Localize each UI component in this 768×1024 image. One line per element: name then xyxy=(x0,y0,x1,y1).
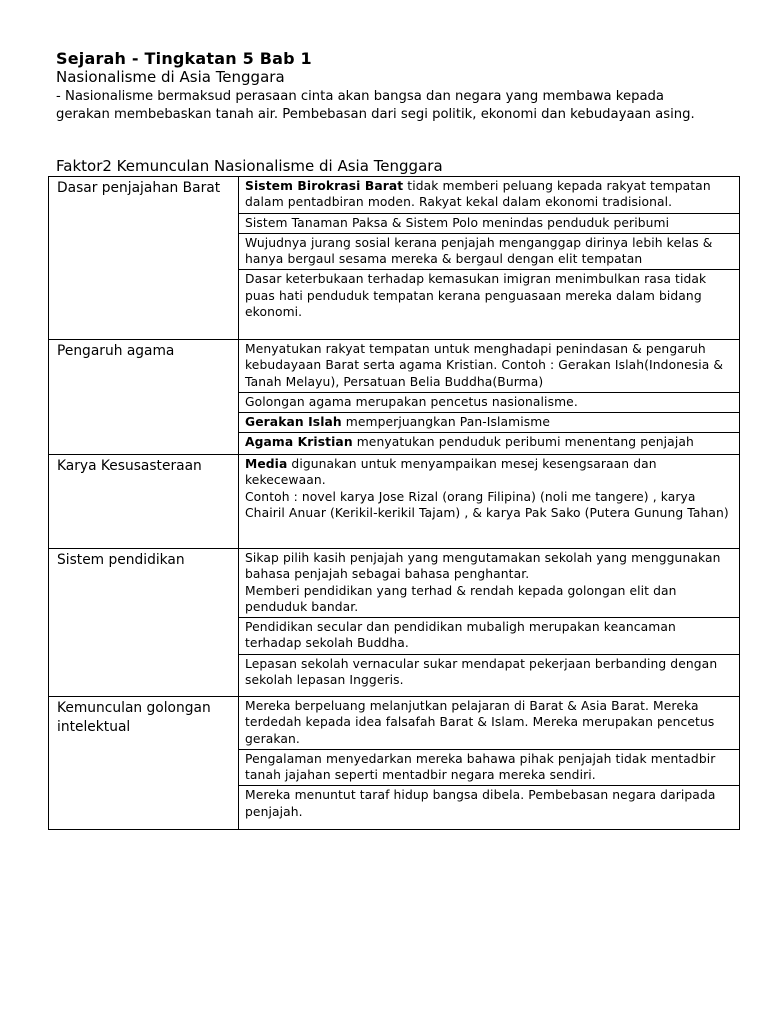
point-item xyxy=(239,750,739,787)
points-cell xyxy=(239,455,739,548)
point-item xyxy=(239,433,739,452)
point-text: Dasar keterbukaan terhadap kemasukan imigran menimbulkan rasa tidak puas hati penduduk tempatan kerana penguasaan mereka dalam bidang ekonomi. xyxy=(245,272,707,320)
point-text: Mereka menuntut taraf hidup bangsa dibela. Pembebasan negara daripada penjajah. xyxy=(245,788,716,819)
point-item xyxy=(239,786,739,822)
point-text: Pendidikan secular dan pendidikan mubaligh merupakan keancaman terhadap sekolah Buddha. xyxy=(245,620,676,651)
point-item xyxy=(239,393,739,413)
point-item xyxy=(239,234,739,271)
table-row xyxy=(49,455,739,549)
point-text: Mereka berpeluang melanjutkan pelajaran di Barat & Asia Barat. Mereka terdedah kepada idea falsafah Barat & Islam. Mereka merupakan pencetus gerakan. xyxy=(245,699,715,746)
factors-table xyxy=(48,176,740,830)
point-text: menyatukan penduduk peribumi menentang penjajah xyxy=(352,435,694,450)
table-heading: Faktor2 Kemunculan Nasionalisme di Asia Tenggara xyxy=(56,157,443,175)
point-item xyxy=(239,455,739,523)
point-bold: Media xyxy=(245,457,288,471)
point-text: digunakan untuk menyampaikan mesej kesengsaraan dan kekecewaan. Contoh : novel karya Jose Rizal (orang Filipina) (noli me tangere) , karya Chairil Anuar (Kerikil-kerikil Tajam) , & karya Pak Sako (Putera Gunung Tahan) xyxy=(245,457,729,520)
table-row xyxy=(49,697,739,830)
point-text: Wujudnya jurang sosial kerana penjajah menganggap dirinya lebih kelas & hanya bergaul sesama mereka & bergaul dengan elit tempatan xyxy=(245,235,713,267)
point-item xyxy=(239,413,739,433)
table-row xyxy=(49,549,739,697)
page-subtitle: Nasionalisme di Asia Tenggara xyxy=(56,68,285,86)
category-cell: Sistem pendidikan xyxy=(49,549,239,696)
table-row xyxy=(49,340,739,455)
point-item xyxy=(239,549,739,618)
points-cell xyxy=(239,340,739,454)
point-text: Sistem Tanaman Paksa & Sistem Polo menindas penduduk peribumi xyxy=(245,215,670,230)
point-text: Pengalaman menyedarkan mereka bahawa pihak penjajah tidak mentadbir tanah jajahan seperti mentadbir negara mereka sendiri. xyxy=(245,751,716,783)
point-item xyxy=(239,214,739,234)
point-item xyxy=(239,697,739,750)
point-text: memperjuangkan Pan-Islamisme xyxy=(341,415,550,430)
point-bold: Gerakan Islah xyxy=(245,415,342,430)
category-cell: Karya Kesusasteraan xyxy=(49,455,239,548)
point-item xyxy=(239,618,739,655)
points-cell xyxy=(239,177,739,339)
point-text: Menyatukan rakyat tempatan untuk menghadapi penindasan & pengaruh kebudayaan Barat serta agama Kristian. Contoh : Gerakan Islah(Indonesia & Tanah Melayu), Persatuan Belia Buddha(Burma) xyxy=(245,342,724,389)
points-cell xyxy=(239,697,739,829)
point-text: Sikap pilih kasih penjajah yang mengutamakan sekolah yang menggunakan bahasa penjajah sebagai bahasa penghantar. Memberi pendidikan yang terhad & rendah kepada golongan elit dan penduduk bandar. xyxy=(245,551,721,614)
intro-paragraph: - Nasionalisme bermaksud perasaan cinta akan bangsa dan negara yang membawa kepada gerakan membebaskan tanah air. Pembebasan dari segi politik, ekonomi dan kebudayaan asing. xyxy=(56,89,695,122)
point-text: Lepasan sekolah vernacular sukar mendapat pekerjaan berbanding dengan sekolah lepasan Inggeris. xyxy=(245,656,718,688)
page-title: Sejarah - Tingkatan 5 Bab 1 xyxy=(56,49,312,68)
category-cell: Pengaruh agama xyxy=(49,340,239,454)
point-item xyxy=(239,655,739,691)
point-item xyxy=(239,177,739,214)
point-text: tidak memberi peluang kepada rakyat tempatan dalam pentadbiran moden. Rakyat kekal dalam ekonomi tradisional. xyxy=(245,179,711,210)
point-bold: Agama Kristian xyxy=(245,435,353,450)
points-cell xyxy=(239,549,739,696)
category-cell: Kemunculan golongan intelektual xyxy=(49,697,239,829)
point-item xyxy=(239,270,739,322)
table-row xyxy=(49,177,739,340)
point-item xyxy=(239,340,739,393)
point-text: Golongan agama merupakan pencetus nasionalisme. xyxy=(245,394,578,409)
category-cell: Dasar penjajahan Barat xyxy=(49,177,239,339)
point-bold: Sistem Birokrasi Barat xyxy=(245,179,404,193)
